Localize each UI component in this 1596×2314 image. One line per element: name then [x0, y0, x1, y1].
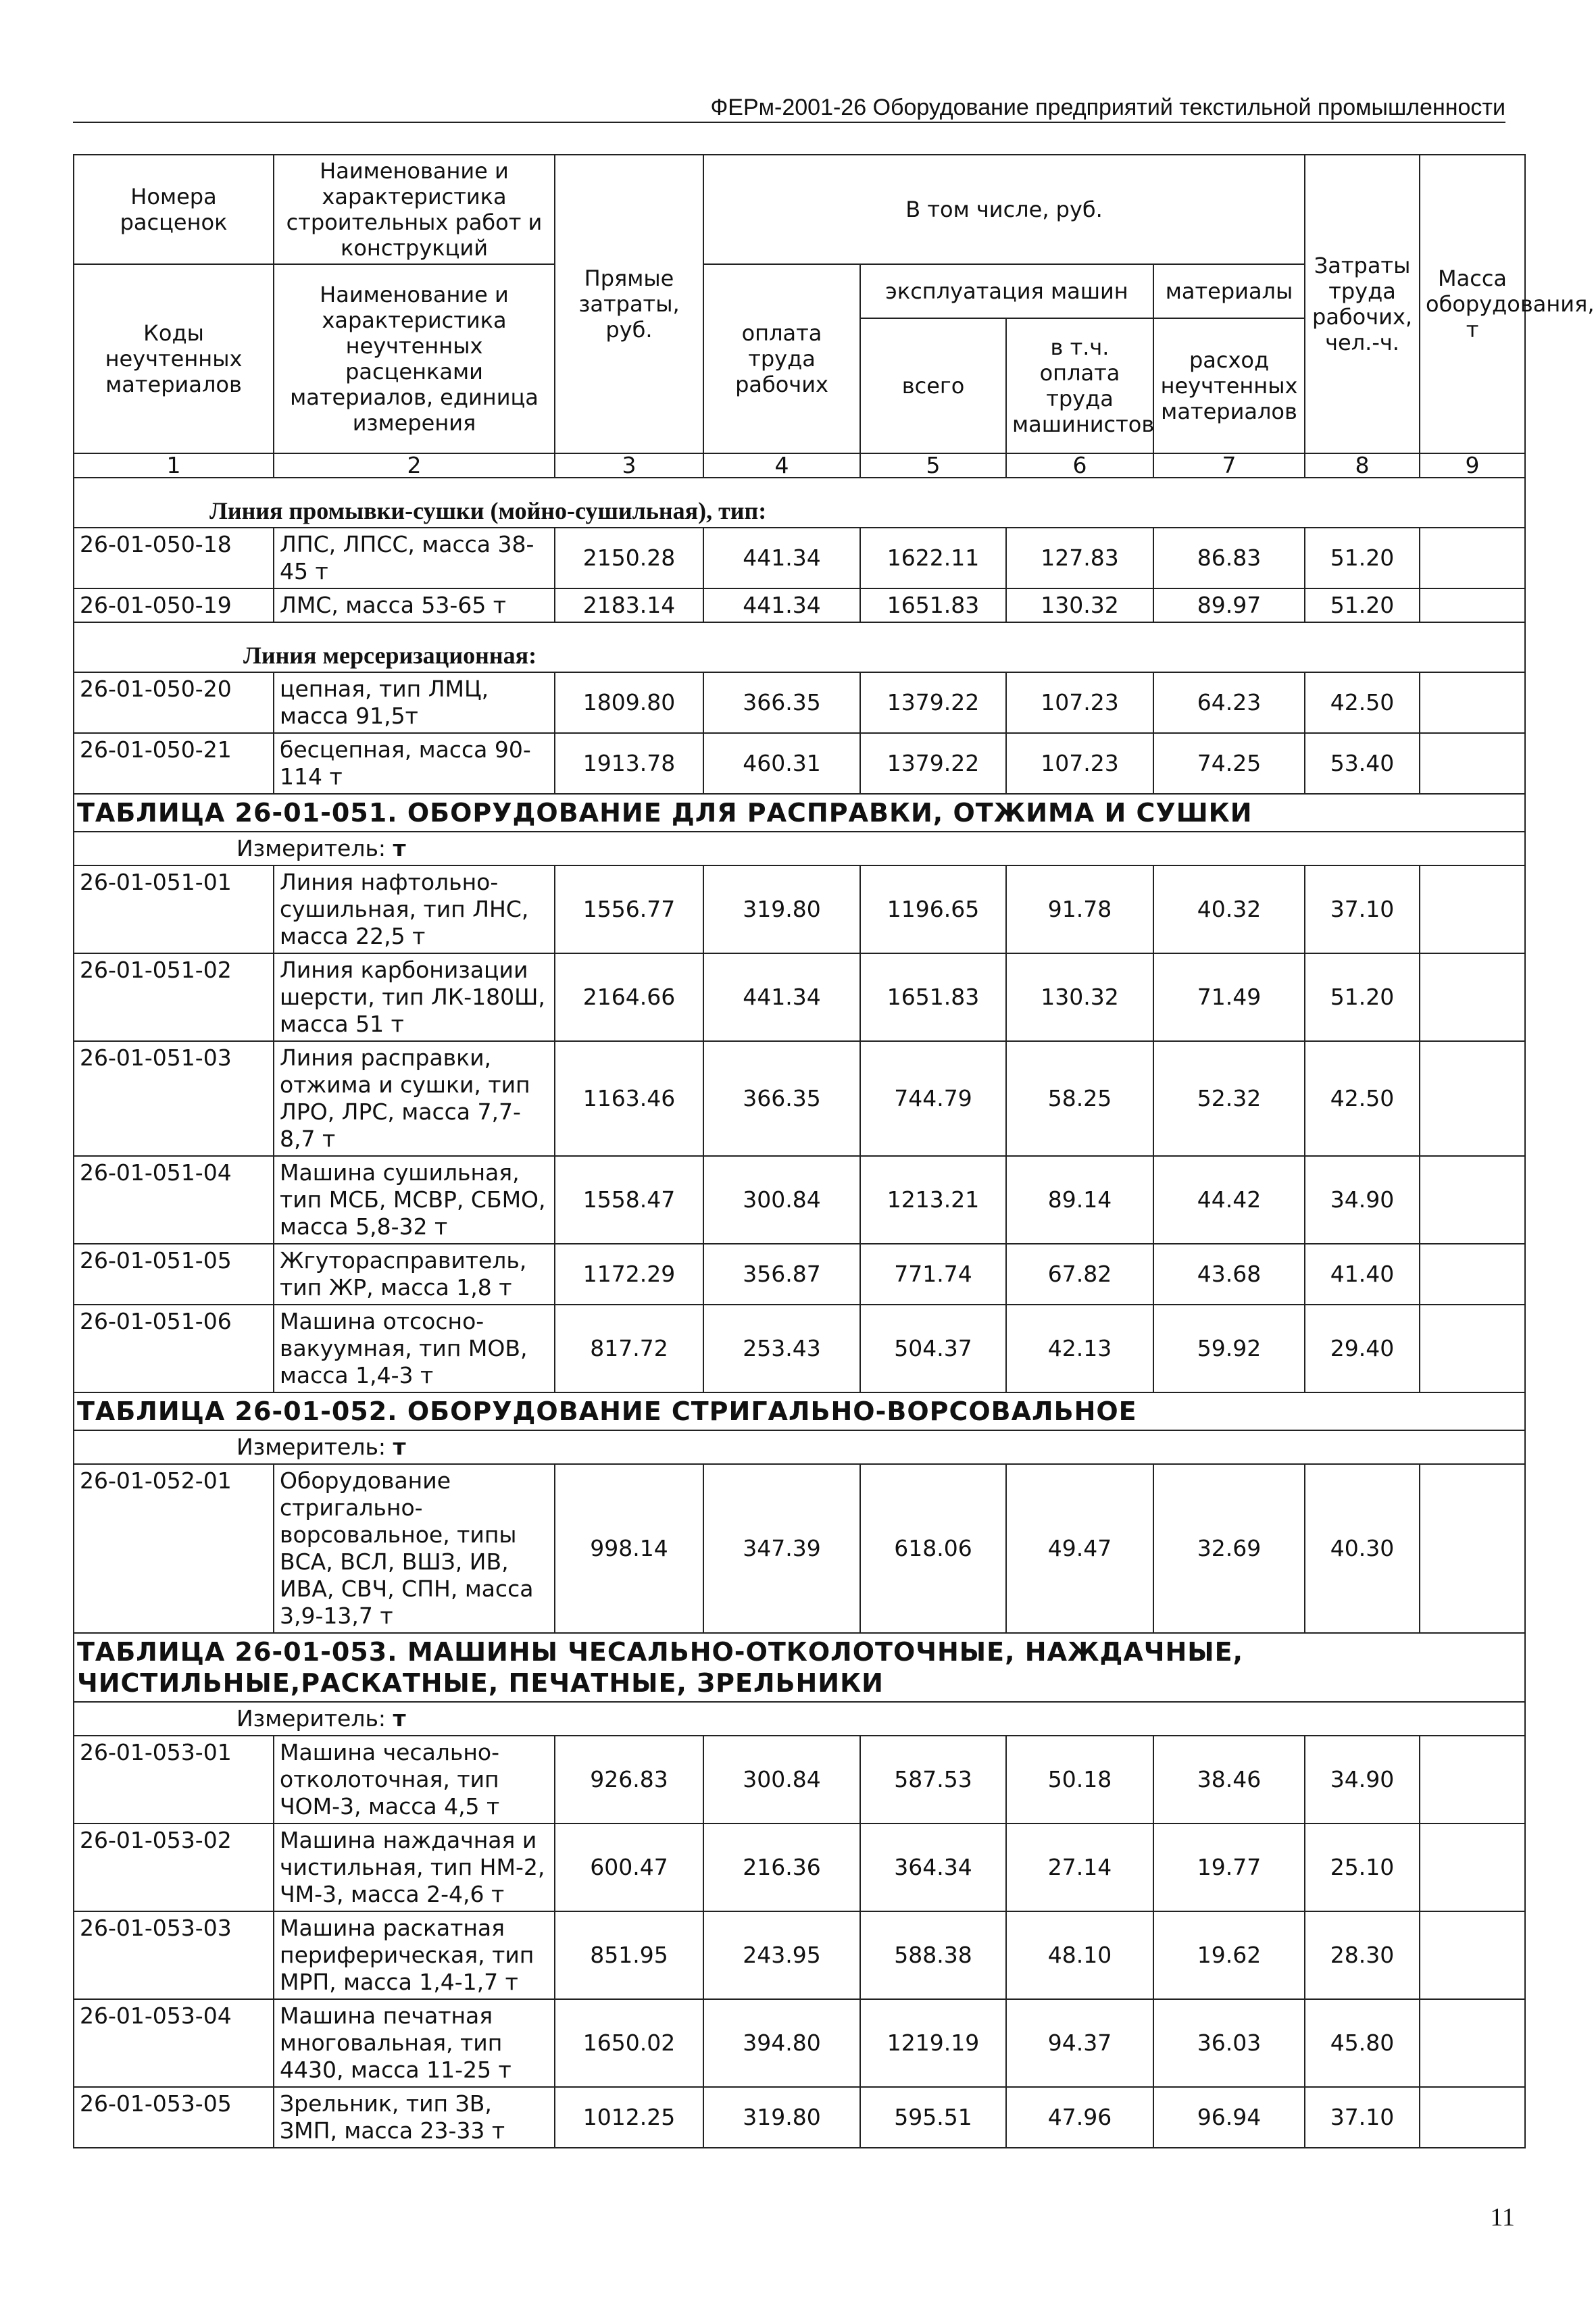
- equipment-mass: [1420, 1911, 1525, 1999]
- running-header: ФЕРм-2001-26 Оборудование предприятий текстильной промышленности: [710, 95, 1505, 120]
- header-rule: [73, 122, 1505, 123]
- col-wages-header: оплата труда рабочих: [703, 264, 860, 453]
- rate-code: 26-01-053-05: [74, 2087, 274, 2148]
- work-name: цепная, тип ЛМЦ, масса 91,5т: [274, 672, 555, 733]
- labor-hours: 51.20: [1305, 588, 1420, 622]
- column-number: 4: [703, 453, 860, 478]
- equipment-mass: [1420, 733, 1525, 794]
- col-materials-header: материалы: [1153, 264, 1305, 318]
- rate-code: 26-01-050-20: [74, 672, 274, 733]
- direct-costs: 1172.29: [555, 1244, 703, 1305]
- direct-costs: 998.14: [555, 1464, 703, 1633]
- operator-wages: 47.96: [1006, 2087, 1153, 2148]
- equipment-mass: [1420, 1244, 1525, 1305]
- operator-wages: 130.32: [1006, 588, 1153, 622]
- equipment-mass: [1420, 1041, 1525, 1156]
- equipment-mass: [1420, 1305, 1525, 1392]
- rate-code: 26-01-051-05: [74, 1244, 274, 1305]
- col-equipment-mass-header: Масса оборудования, т: [1420, 155, 1525, 453]
- work-name: Линия нафтольно-сушильная, тип ЛНС, масса 22,5 т: [274, 865, 555, 953]
- work-name: Машина раскатная периферическая, тип МРП, масса 1,4-1,7 т: [274, 1911, 555, 1999]
- col-total-header: всего: [860, 318, 1006, 453]
- work-name: бесцепная, масса 90-114 т: [274, 733, 555, 794]
- wages: 319.80: [703, 865, 860, 953]
- table-row: [74, 1823, 1525, 1911]
- rate-code: 26-01-053-03: [74, 1911, 274, 1999]
- work-name: Машина сушильная, тип МСБ, МСВР, СБМО, масса 5,8-32 т: [274, 1156, 555, 1244]
- materials: 32.69: [1153, 1464, 1305, 1633]
- rate-code: 26-01-051-03: [74, 1041, 274, 1156]
- rate-code: 26-01-050-19: [74, 588, 274, 622]
- table-title-row: [74, 794, 1525, 832]
- materials: 52.32: [1153, 1041, 1305, 1156]
- wages: 441.34: [703, 528, 860, 588]
- machines-total: 771.74: [860, 1244, 1006, 1305]
- rate-code: 26-01-053-04: [74, 1999, 274, 2087]
- direct-costs: 1558.47: [555, 1156, 703, 1244]
- rate-code: 26-01-051-06: [74, 1305, 274, 1392]
- col-rate-numbers-header: Номера расценок: [74, 155, 274, 264]
- operator-wages: 58.25: [1006, 1041, 1153, 1156]
- table-head: [74, 155, 1595, 478]
- measure-unit: т: [393, 1705, 406, 1732]
- direct-costs: 1809.80: [555, 672, 703, 733]
- rate-code: 26-01-051-01: [74, 865, 274, 953]
- page-number: 11: [1490, 2203, 1515, 2232]
- measure-row: [74, 832, 1525, 865]
- labor-hours: 37.10: [1305, 865, 1420, 953]
- table-row: [74, 588, 1525, 622]
- rate-code: 26-01-050-21: [74, 733, 274, 794]
- direct-costs: 600.47: [555, 1823, 703, 1911]
- rate-code: 26-01-053-02: [74, 1823, 274, 1911]
- direct-costs: 2150.28: [555, 528, 703, 588]
- wages: 319.80: [703, 2087, 860, 2148]
- work-name: Машина чесально-отколоточная, тип ЧОМ-3, масса 4,5 т: [274, 1736, 555, 1823]
- work-name: Машина отсосно-вакуумная, тип МОВ, масса 1,4-3 т: [274, 1305, 555, 1392]
- table-row: [74, 1156, 1525, 1244]
- operator-wages: 50.18: [1006, 1736, 1153, 1823]
- measure-label: Измеритель:: [236, 835, 386, 861]
- table-row: [74, 528, 1525, 588]
- labor-hours: 51.20: [1305, 528, 1420, 588]
- materials: 43.68: [1153, 1244, 1305, 1305]
- work-name: ЛПС, ЛПСС, масса 38-45 т: [274, 528, 555, 588]
- machines-total: 1622.11: [860, 528, 1006, 588]
- wages: 300.84: [703, 1156, 860, 1244]
- table-row: [74, 1736, 1525, 1823]
- wages: 300.84: [703, 1736, 860, 1823]
- measure-unit: т: [393, 835, 406, 861]
- labor-hours: 37.10: [1305, 2087, 1420, 2148]
- machines-total: 744.79: [860, 1041, 1006, 1156]
- direct-costs: 2183.14: [555, 588, 703, 622]
- column-number: 9: [1420, 453, 1525, 478]
- materials: 59.92: [1153, 1305, 1305, 1392]
- labor-hours: 40.30: [1305, 1464, 1420, 1633]
- machines-total: 504.37: [860, 1305, 1006, 1392]
- machines-total: 1651.83: [860, 588, 1006, 622]
- materials: 19.62: [1153, 1911, 1305, 1999]
- table-row: [74, 2087, 1525, 2148]
- machines-total: 595.51: [860, 2087, 1006, 2148]
- measure-label: Измеритель:: [236, 1705, 386, 1732]
- materials: 38.46: [1153, 1736, 1305, 1823]
- machines-total: 588.38: [860, 1911, 1006, 1999]
- column-number: 7: [1153, 453, 1305, 478]
- col-material-codes-header: Коды неучтенных материалов: [74, 264, 274, 453]
- operator-wages: 49.47: [1006, 1464, 1153, 1633]
- table-row: [74, 733, 1525, 794]
- materials: 44.42: [1153, 1156, 1305, 1244]
- equipment-mass: [1420, 865, 1525, 953]
- materials: 19.77: [1153, 1823, 1305, 1911]
- group-heading: Линия мерсеризационная:: [74, 622, 1525, 672]
- table-row: [74, 672, 1525, 733]
- labor-hours: 29.40: [1305, 1305, 1420, 1392]
- direct-costs: 926.83: [555, 1736, 703, 1823]
- direct-costs: 817.72: [555, 1305, 703, 1392]
- table-row: [74, 953, 1525, 1041]
- machines-total: 618.06: [860, 1464, 1006, 1633]
- materials: 74.25: [1153, 733, 1305, 794]
- operator-wages: 107.23: [1006, 672, 1153, 733]
- equipment-mass: [1420, 953, 1525, 1041]
- machines-total: 1219.19: [860, 1999, 1006, 2087]
- group-heading: Линия промывки-сушки (мойно-сушильная), тип:: [74, 478, 1525, 528]
- direct-costs: 1650.02: [555, 1999, 703, 2087]
- equipment-mass: [1420, 1999, 1525, 2087]
- rate-code: 26-01-052-01: [74, 1464, 274, 1633]
- column-number: 2: [274, 453, 555, 478]
- measure-cell: [74, 1702, 1525, 1736]
- materials: 86.83: [1153, 528, 1305, 588]
- work-name: ЛМС, масса 53-65 т: [274, 588, 555, 622]
- equipment-mass: [1420, 2087, 1525, 2148]
- operator-wages: 42.13: [1006, 1305, 1153, 1392]
- equipment-mass: [1420, 1156, 1525, 1244]
- table-row: [74, 1305, 1525, 1392]
- table-row: [74, 1999, 1525, 2087]
- materials: 40.32: [1153, 865, 1305, 953]
- col-labor-costs-header: Затраты труда рабочих, чел.-ч.: [1305, 155, 1420, 453]
- column-number: 5: [860, 453, 1006, 478]
- machines-total: 1196.65: [860, 865, 1006, 953]
- labor-hours: 34.90: [1305, 1736, 1420, 1823]
- machines-total: 1651.83: [860, 953, 1006, 1041]
- measure-cell: [74, 1430, 1525, 1464]
- equipment-mass: [1420, 1823, 1525, 1911]
- rate-code: 26-01-051-04: [74, 1156, 274, 1244]
- table-body: [74, 478, 1525, 2148]
- column-numbers-row: [74, 453, 1525, 478]
- direct-costs: 851.95: [555, 1911, 703, 1999]
- work-name: Жгуторасправитель, тип ЖР, масса 1,8 т: [274, 1244, 555, 1305]
- table-row: [74, 1911, 1525, 1999]
- machines-total: 587.53: [860, 1736, 1006, 1823]
- work-name: Машина печатная многовальная, тип 4430, масса 11-25 т: [274, 1999, 555, 2087]
- labor-hours: 34.90: [1305, 1156, 1420, 1244]
- operator-wages: 94.37: [1006, 1999, 1153, 2087]
- equipment-mass: [1420, 1736, 1525, 1823]
- col-machines-header: эксплуатация машин: [860, 264, 1153, 318]
- operator-wages: 89.14: [1006, 1156, 1153, 1244]
- col-operator-wages-header: в т.ч. оплата труда машинистов: [1006, 318, 1153, 453]
- table-title-row: [74, 1633, 1525, 1702]
- col-material-name-header: Наименование и характеристика неучтенных расценками материалов, единица измерения: [274, 264, 555, 453]
- direct-costs: 1556.77: [555, 865, 703, 953]
- table-row: [74, 1464, 1525, 1633]
- table-title: ТАБЛИЦА 26-01-053. МАШИНЫ ЧЕСАЛЬНО-ОТКОЛОТОЧНЫЕ, НАЖДАЧНЫЕ, ЧИСТИЛЬНЫЕ,РАСКАТНЫЕ, ПЕЧАТНЫЕ, ЗРЕЛЬНИКИ: [74, 1633, 1525, 1702]
- table-title: ТАБЛИЦА 26-01-052. ОБОРУДОВАНИЕ СТРИГАЛЬНО-ВОРСОВАЛЬНОЕ: [74, 1392, 1525, 1430]
- rate-code: 26-01-051-02: [74, 953, 274, 1041]
- wages: 441.34: [703, 953, 860, 1041]
- equipment-mass: [1420, 672, 1525, 733]
- measure-row: [74, 1702, 1525, 1736]
- operator-wages: 91.78: [1006, 865, 1153, 953]
- labor-hours: 51.20: [1305, 953, 1420, 1041]
- labor-hours: 45.80: [1305, 1999, 1420, 2087]
- work-name: Оборудование стригально-ворсовальное, типы ВСА, ВСЛ, ВШЗ, ИВ, ИВА, СВЧ, СПН, масса 3,9-13,7 т: [274, 1464, 555, 1633]
- operator-wages: 67.82: [1006, 1244, 1153, 1305]
- labor-hours: 53.40: [1305, 733, 1420, 794]
- machines-total: 1213.21: [860, 1156, 1006, 1244]
- wages: 356.87: [703, 1244, 860, 1305]
- column-number: 8: [1305, 453, 1420, 478]
- measure-cell: [74, 832, 1525, 865]
- labor-hours: 42.50: [1305, 1041, 1420, 1156]
- labor-hours: 42.50: [1305, 672, 1420, 733]
- rate-code: 26-01-053-01: [74, 1736, 274, 1823]
- work-name: Линия карбонизации шерсти, тип ЛК-180Ш, масса 51 т: [274, 953, 555, 1041]
- col-work-name-header: Наименование и характеристика строительных работ и конструкций: [274, 155, 555, 264]
- wages: 460.31: [703, 733, 860, 794]
- materials: 36.03: [1153, 1999, 1305, 2087]
- work-name: Машина наждачная и чистильная, тип НМ-2, ЧМ-3, масса 2-4,6 т: [274, 1823, 555, 1911]
- materials: 64.23: [1153, 672, 1305, 733]
- direct-costs: 1012.25: [555, 2087, 703, 2148]
- machines-total: 1379.22: [860, 672, 1006, 733]
- rates-table: [73, 154, 1595, 2148]
- wages: 253.43: [703, 1305, 860, 1392]
- wages: 347.39: [703, 1464, 860, 1633]
- wages: 366.35: [703, 1041, 860, 1156]
- measure-unit: т: [393, 1434, 406, 1460]
- operator-wages: 130.32: [1006, 953, 1153, 1041]
- operator-wages: 48.10: [1006, 1911, 1153, 1999]
- direct-costs: 1913.78: [555, 733, 703, 794]
- materials: 96.94: [1153, 2087, 1305, 2148]
- measure-label: Измеритель:: [236, 1434, 386, 1460]
- labor-hours: 28.30: [1305, 1911, 1420, 1999]
- table-row: [74, 1041, 1525, 1156]
- equipment-mass: [1420, 588, 1525, 622]
- table-title-row: [74, 1392, 1525, 1430]
- col-including-header: В том числе, руб.: [703, 155, 1305, 264]
- wages: 441.34: [703, 588, 860, 622]
- table-title: ТАБЛИЦА 26-01-051. ОБОРУДОВАНИЕ ДЛЯ РАСПРАВКИ, ОТЖИМА И СУШКИ: [74, 794, 1525, 832]
- col-unaccounted-materials-header: расход неучтенных материалов: [1153, 318, 1305, 453]
- direct-costs: 1163.46: [555, 1041, 703, 1156]
- wages: 216.36: [703, 1823, 860, 1911]
- operator-wages: 107.23: [1006, 733, 1153, 794]
- column-number: 6: [1006, 453, 1153, 478]
- wages: 366.35: [703, 672, 860, 733]
- materials: 89.97: [1153, 588, 1305, 622]
- rate-code: 26-01-050-18: [74, 528, 274, 588]
- labor-hours: 25.10: [1305, 1823, 1420, 1911]
- work-name: Линия расправки, отжима и сушки, тип ЛРО, ЛРС, масса 7,7-8,7 т: [274, 1041, 555, 1156]
- group-heading-row: [74, 478, 1525, 528]
- work-name: Зрельник, тип ЗВ, ЗМП, масса 23-33 т: [274, 2087, 555, 2148]
- equipment-mass: [1420, 528, 1525, 588]
- column-number: 1: [74, 453, 274, 478]
- column-number: 3: [555, 453, 703, 478]
- measure-row: [74, 1430, 1525, 1464]
- operator-wages: 127.83: [1006, 528, 1153, 588]
- operator-wages: 27.14: [1006, 1823, 1153, 1911]
- col-direct-costs-header: Прямые затраты, руб.: [555, 155, 703, 453]
- wages: 394.80: [703, 1999, 860, 2087]
- labor-hours: 41.40: [1305, 1244, 1420, 1305]
- table-row: [74, 1244, 1525, 1305]
- group-heading-row: [74, 622, 1525, 672]
- direct-costs: 2164.66: [555, 953, 703, 1041]
- machines-total: 364.34: [860, 1823, 1006, 1911]
- machines-total: 1379.22: [860, 733, 1006, 794]
- materials: 71.49: [1153, 953, 1305, 1041]
- table-row: [74, 865, 1525, 953]
- wages: 243.95: [703, 1911, 860, 1999]
- equipment-mass: [1420, 1464, 1525, 1633]
